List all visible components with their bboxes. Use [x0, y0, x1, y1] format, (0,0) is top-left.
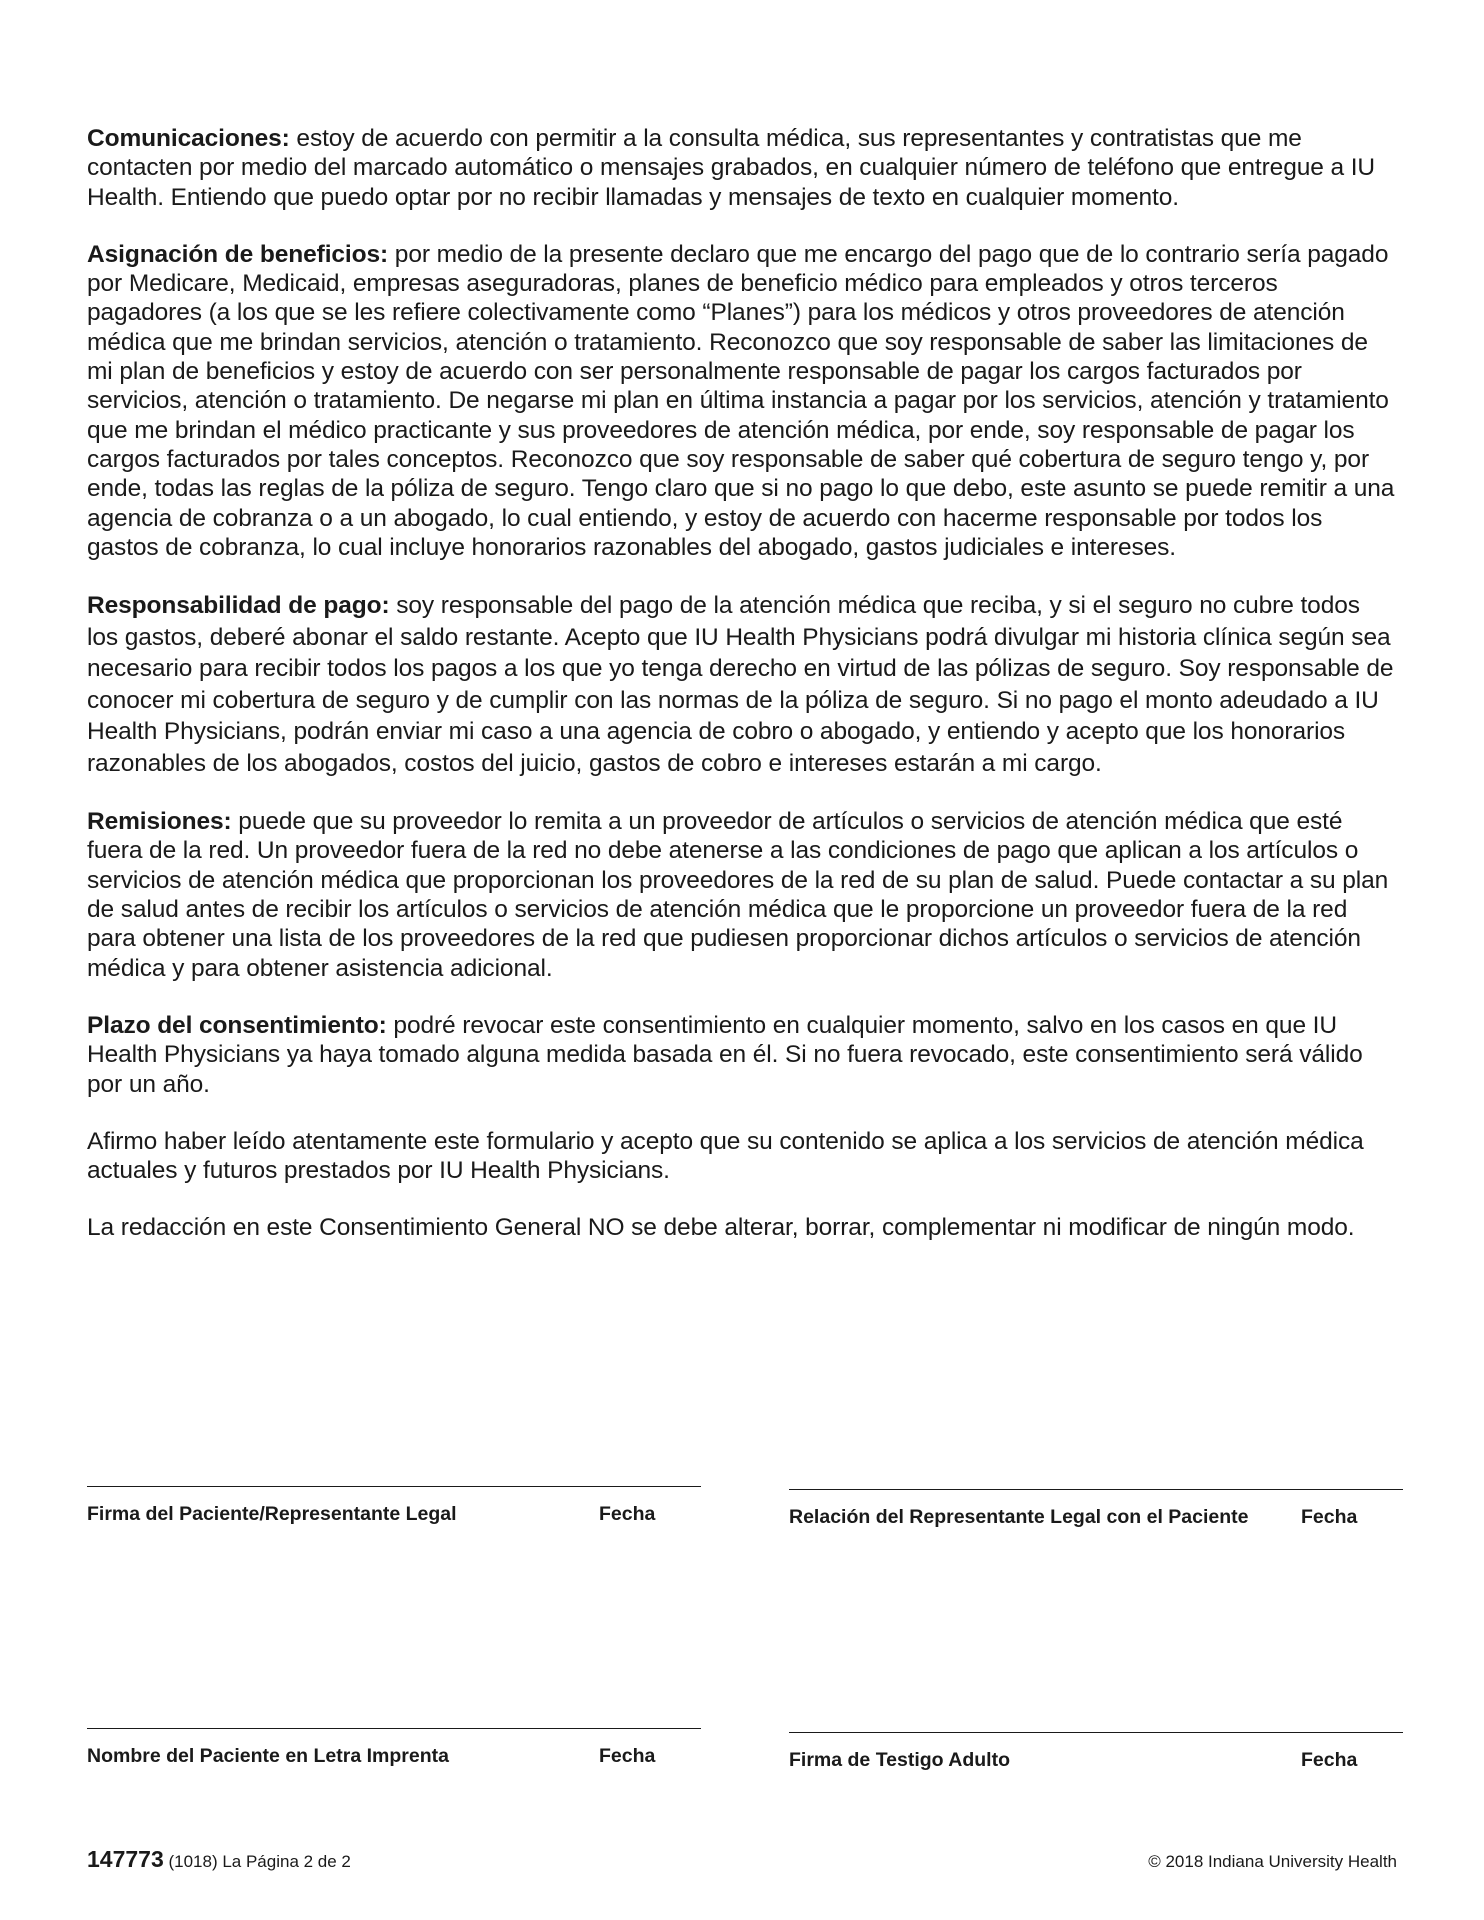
signature-line-relationship[interactable]	[789, 1489, 1403, 1530]
date-label: Fecha	[1301, 1749, 1358, 1771]
signature-line-patient-name[interactable]	[87, 1728, 701, 1769]
paragraph-heading: Responsabilidad de pago:	[87, 592, 390, 620]
paragraph-afirmo: Afirmo haber leído atentamente este formulario y acepto que su contenido se aplica a los servicios de atención médica actuales y futuros prestados por IU Health Physicians.	[87, 1127, 1364, 1185]
paragraph-heading: Comunicaciones:	[87, 125, 290, 152]
paragraph-plazo	[87, 1011, 1397, 1099]
date-label: Fecha	[1301, 1506, 1358, 1528]
relationship-label: Relación del Representante Legal con el Paciente	[789, 1506, 1249, 1528]
paragraph-text: puede que su proveedor lo remita a un proveedor de artículos o servicios de atención médica que esté fuera de la red. Un proveedor fuera de la red no debe atenerse a las condiciones de pago que aplican a los artículos o servicios de atención médica que proporcionan los proveedores de la red de su plan de salud. Puede contactar a su plan de salud antes de recibir los artículos o servicios de atención médica que le proporcione un proveedor fuera de la red para obtener una lista de los proveedores de la red que pudiesen proporcionar dichos artículos o servicios de atención médica y para obtener asistencia adicional.	[87, 808, 1389, 982]
paragraph-heading: Asignación de beneficios:	[87, 240, 389, 268]
footer-form-info	[87, 1846, 351, 1873]
paragraph-text: estoy de acuerdo con permitir a la consulta médica, sus representantes y contratistas que me contacten por medio del marcado automático o mensajes grabados, en cualquier número de teléfono que entregue a IU Health. Entiendo que puedo optar por no recibir llamadas y mensajes de texto en cualquier momento.	[87, 125, 1376, 211]
paragraph-text: soy responsable del pago de la atención médica que reciba, y si el seguro no cubre todos los gastos, deberé abonar el saldo restante. Acepto que IU Health Physicians podrá divulgar mi historia clínica según sea necesario para recibir todos los pagos a los que yo tenga derecho en virtud de las pólizas de seguro. Soy responsable de conocer mi cobertura de seguro y de cumplir con las normas de la póliza de seguro. Si no pago el monto adeudado a IU Health Physicians, podrán enviar mi caso a una agencia de cobro o abogado, y entiendo y acepto que los honorarios razonables de los abogados, costos del juicio, gastos de cobro e intereses estarán a mi cargo.	[87, 592, 1394, 777]
paragraph-responsabilidad	[87, 590, 1397, 779]
patient-name-label: Nombre del Paciente en Letra Imprenta	[87, 1745, 449, 1767]
paragraph-text: por medio de la presente declaro que me encargo del pago que de lo contrario sería pagado por Medicare, Medicaid, empresas aseguradoras, planes de beneficio médico para empleados y otros terceros pagadores (a los que se les refiere colectivamente como “Planes”) para los médicos y otros proveedores de atención médica que me brindan servicios, atención o tratamiento. Reconozco que soy responsable de saber las limitaciones de mi plan de beneficios y estoy de acuerdo con ser personalmente responsable de pagar los cargos facturados por servicios, atención o tratamiento. De negarse mi plan en última instancia a pagar por los servicios, atención y tratamiento que me brindan el médico practicante y sus proveedores de atención médica, por ende, soy responsable de pagar los cargos facturados por tales conceptos. Reconozco que soy responsable de saber qué cobertura de seguro tengo y, por ende, todas las reglas de la póliza de seguro. Tengo claro que si no pago lo que debo, este asunto se puede remitir a una agencia de cobranza o a un abogado, lo cual entiendo, y estoy de acuerdo con hacerme responsable por todos los gastos de cobranza, lo cual incluye honorarios razonables del abogado, gastos judiciales e intereses.	[87, 240, 1395, 561]
paragraph-comunicaciones	[87, 124, 1397, 212]
date-label: Fecha	[599, 1503, 656, 1525]
paragraph-asignacion	[87, 240, 1397, 562]
signature-line-patient[interactable]	[87, 1486, 701, 1527]
form-number: 147773	[87, 1846, 164, 1872]
paragraph-remisiones	[87, 807, 1397, 983]
page-info: (1018) La Página 2 de 2	[163, 1852, 351, 1871]
date-label: Fecha	[599, 1745, 656, 1767]
signature-label: Firma del Paciente/Representante Legal	[87, 1503, 457, 1525]
consent-body	[87, 124, 1397, 1271]
paragraph-heading: Plazo del consentimiento:	[87, 1011, 387, 1039]
paragraph-text: podré revocar este consentimiento en cualquier momento, salvo en los casos en que IU Health Physicians ya haya tomado alguna medida basada en él. Si no fuera revocado, este consentimiento será válido por un año.	[87, 1011, 1363, 1098]
footer-copyright: © 2018 Indiana University Health	[1148, 1852, 1397, 1871]
witness-label: Firma de Testigo Adulto	[789, 1749, 1011, 1771]
paragraph-redaccion: La redacción en este Consentimiento General NO se debe alterar, borrar, complementar ni modificar de ningún modo.	[87, 1214, 1355, 1242]
paragraph-heading: Remisiones:	[87, 808, 232, 836]
signature-line-witness[interactable]	[789, 1732, 1403, 1773]
